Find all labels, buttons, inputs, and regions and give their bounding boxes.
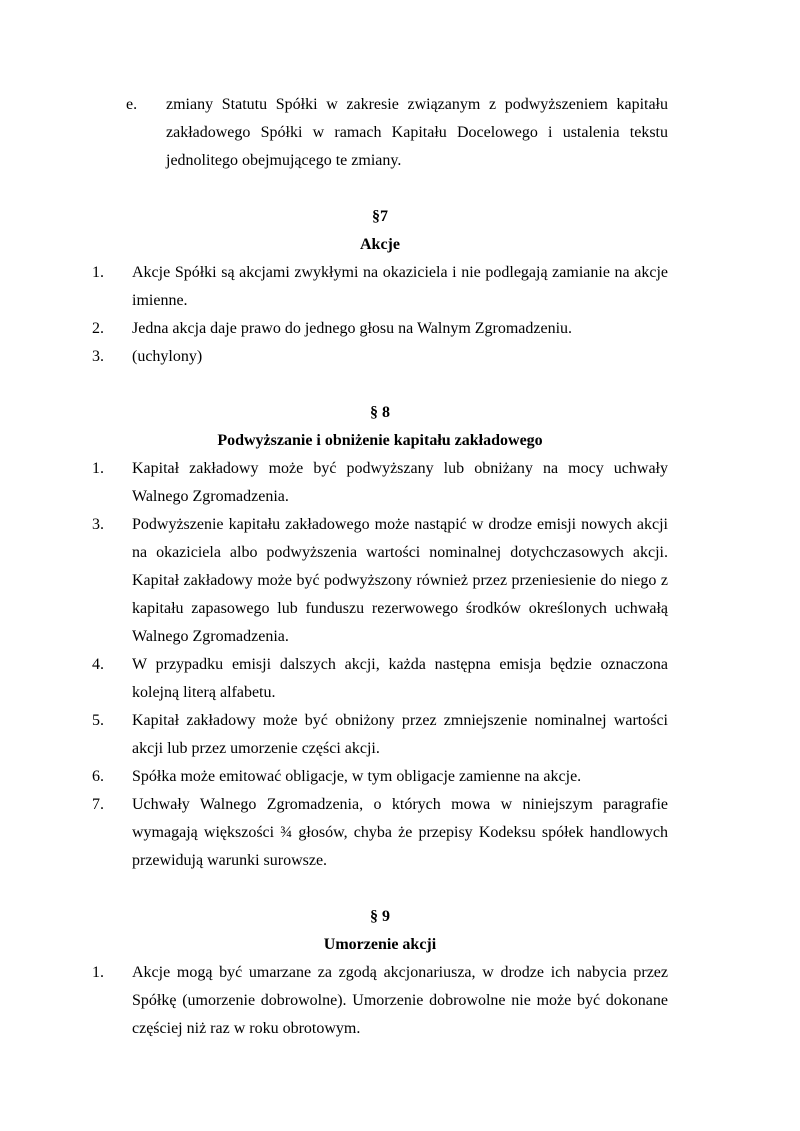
list-item-marker: 1. (92, 460, 104, 477)
list-item-marker: 3. (92, 516, 104, 533)
list-item (92, 763, 668, 791)
list-item-marker: 1. (92, 264, 104, 281)
list-item (92, 651, 668, 707)
list-item (126, 91, 668, 175)
section-8 (92, 399, 668, 875)
section-title: Akcje (360, 236, 400, 253)
list-item-marker: 5. (92, 712, 104, 729)
list-item-text: Jedna akcja daje prawo do jednego głosu na Walnym Zgromadzeniu. (132, 320, 573, 337)
list-item-marker: 6. (92, 768, 104, 785)
list-item (92, 455, 668, 511)
list-item-text: Podwyższenie kapitału zakładowego może nastąpić w drodze emisji nowych akcji na okaziciela albo podwyższenia wartości nominalnej dotychczasowych akcji. Kapitał zakładowy może być podwyższony również przez przeniesienie do niego z kapitału zapasowego lub funduszu rezerwowego środków określonych uchwałą Walnego Zgromadzenia. (132, 516, 668, 645)
list-item (92, 959, 668, 1043)
section-title: Podwyższanie i obniżenie kapitału zakładowego (217, 432, 543, 449)
section-7 (92, 203, 668, 371)
list-item-marker: 7. (92, 796, 104, 813)
list-item (92, 791, 668, 875)
list-item-marker: 4. (92, 656, 104, 673)
list-item-marker: 1. (92, 964, 104, 981)
list-item-marker: 3. (92, 348, 104, 365)
list-item (92, 511, 668, 651)
list-item-marker: 2. (92, 320, 104, 337)
list-item-text: Kapitał zakładowy może być obniżony przez zmniejszenie nominalnej wartości akcji lub przez umorzenie części akcji. (132, 712, 668, 757)
list-item (92, 259, 668, 315)
list-item-text: W przypadku emisji dalszych akcji, każda następna emisja będzie oznaczona kolejną literą alfabetu. (132, 656, 668, 701)
list-item-text: Spółka może emitować obligacje, w tym obligacje zamienne na akcje. (132, 768, 582, 785)
list-item-text: Uchwały Walnego Zgromadzenia, o których mowa w niniejszym paragrafie wymagają większości ¾ głosów, chyba że przepisy Kodeksu spółek handlowych przewidują warunki surowsze. (132, 796, 668, 869)
list-item-text: Kapitał zakładowy może być podwyższany lub obniżany na mocy uchwały Walnego Zgromadzenia. (132, 460, 668, 505)
section-number: § 9 (370, 908, 390, 925)
section-number: §7 (372, 208, 388, 225)
list-item-text: (uchylony) (132, 348, 203, 365)
list-item-text: zmiany Statutu Spółki w zakresie związanym z podwyższeniem kapitału zakładowego Spółki w ramach Kapitału Docelowego i ustalenia tekstu jednolitego obejmującego te zmiany. (166, 96, 668, 169)
list-item-marker: e. (126, 96, 138, 113)
list-item-text: Akcje Spółki są akcjami zwykłymi na okaziciela i nie podlegają zamianie na akcje imienne. (132, 264, 668, 309)
section-number: § 8 (370, 404, 390, 421)
section-title: Umorzenie akcji (323, 936, 437, 953)
list-item (92, 343, 668, 371)
section-9 (92, 903, 668, 1043)
list-item (92, 707, 668, 763)
list-item (92, 315, 668, 343)
list-item-text: Akcje mogą być umarzane za zgodą akcjonariusza, w drodze ich nabycia przez Spółkę (umorzenie dobrowolne). Umorzenie dobrowolne nie może być dokonane częściej niż raz w roku obrotowym. (132, 964, 668, 1037)
